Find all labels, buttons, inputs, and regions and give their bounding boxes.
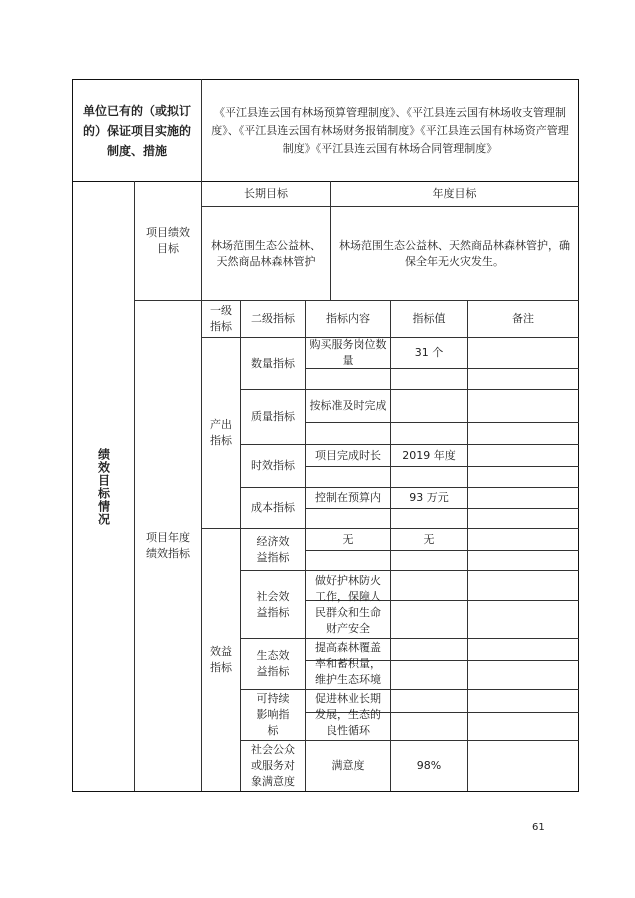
header-level1: 一级指标: [210, 304, 232, 333]
section-label: 绩效目标情况: [96, 447, 111, 526]
timeliness-content: 项目完成时长: [315, 448, 381, 462]
header-level2: 二级指标: [251, 312, 295, 325]
ecological-value: [391, 639, 467, 660]
social-label: 社会效益指标: [256, 589, 290, 619]
sustainable-content: 促进林业长期发展，生态的良性循环: [315, 692, 381, 737]
cost-content: 控制在预算内: [315, 491, 381, 504]
annual-header: 年度目标: [432, 187, 477, 200]
header-note: 备注: [512, 312, 534, 325]
quantity-label: 数量指标: [251, 356, 295, 370]
quality-content: 按标准及时完成: [309, 399, 387, 412]
sustainable-label: 可持续影响指标: [256, 692, 290, 737]
goals-row-label: 项目绩效目标: [146, 226, 190, 255]
ecological-content: 提高森林覆盖率和蓄积量，维护生态环境: [315, 641, 381, 686]
benefit-label: 效益指标: [210, 645, 232, 674]
long-term-header: 长期目标: [244, 187, 288, 200]
header-content: 指标内容: [326, 312, 370, 325]
quantity-content: 购买服务岗位数量: [309, 338, 387, 367]
indicators-row-label: 项目年度绩效指标: [146, 531, 190, 560]
sustainable-value: [391, 690, 467, 712]
measures-content: 《平江县连云国有林场预算管理制度》、《平江县连云国有林场收支管理制度》、《平江县连云国有林场财务报销制度》《平江县连云国有林场资产管理制度》《平江县连云国有林场合同管理制度》: [211, 105, 569, 155]
quality-value: [391, 390, 467, 422]
economic-value: 无: [423, 532, 435, 546]
timeliness-value: 2019 年度: [402, 448, 456, 462]
satisfaction-label: 社会公众或服务对象满意度: [251, 743, 295, 788]
cost-label: 成本指标: [251, 501, 295, 514]
quantity-value: 31 个: [414, 346, 444, 359]
satisfaction-content: 满意度: [331, 759, 365, 772]
social-value: [391, 571, 467, 600]
cost-value: 93 万元: [409, 491, 449, 504]
satisfaction-value: 98%: [416, 759, 442, 772]
header-value: 指标值: [412, 312, 446, 325]
timeliness-label: 时效指标: [251, 459, 295, 472]
ecological-label: 生态效益指标: [256, 649, 290, 678]
quality-label: 质量指标: [251, 410, 295, 423]
long-term-goal: 林场范围生态公益林、天然商品林森林管护: [211, 238, 321, 268]
economic-label: 经济效益指标: [256, 534, 290, 564]
output-label: 产出指标: [210, 418, 232, 447]
annual-goal: 林场范围生态公益林、天然商品林森林管护，确保全年无火灾发生。: [339, 238, 570, 268]
social-content: 做好护林防火工作，保障人民群众和生命财产安全: [315, 573, 381, 635]
economic-content: 无: [342, 532, 354, 546]
page-number: 61: [532, 822, 545, 833]
measures-label: 单位已有的（或拟订的）保证项目实施的制度、措施: [82, 103, 191, 158]
